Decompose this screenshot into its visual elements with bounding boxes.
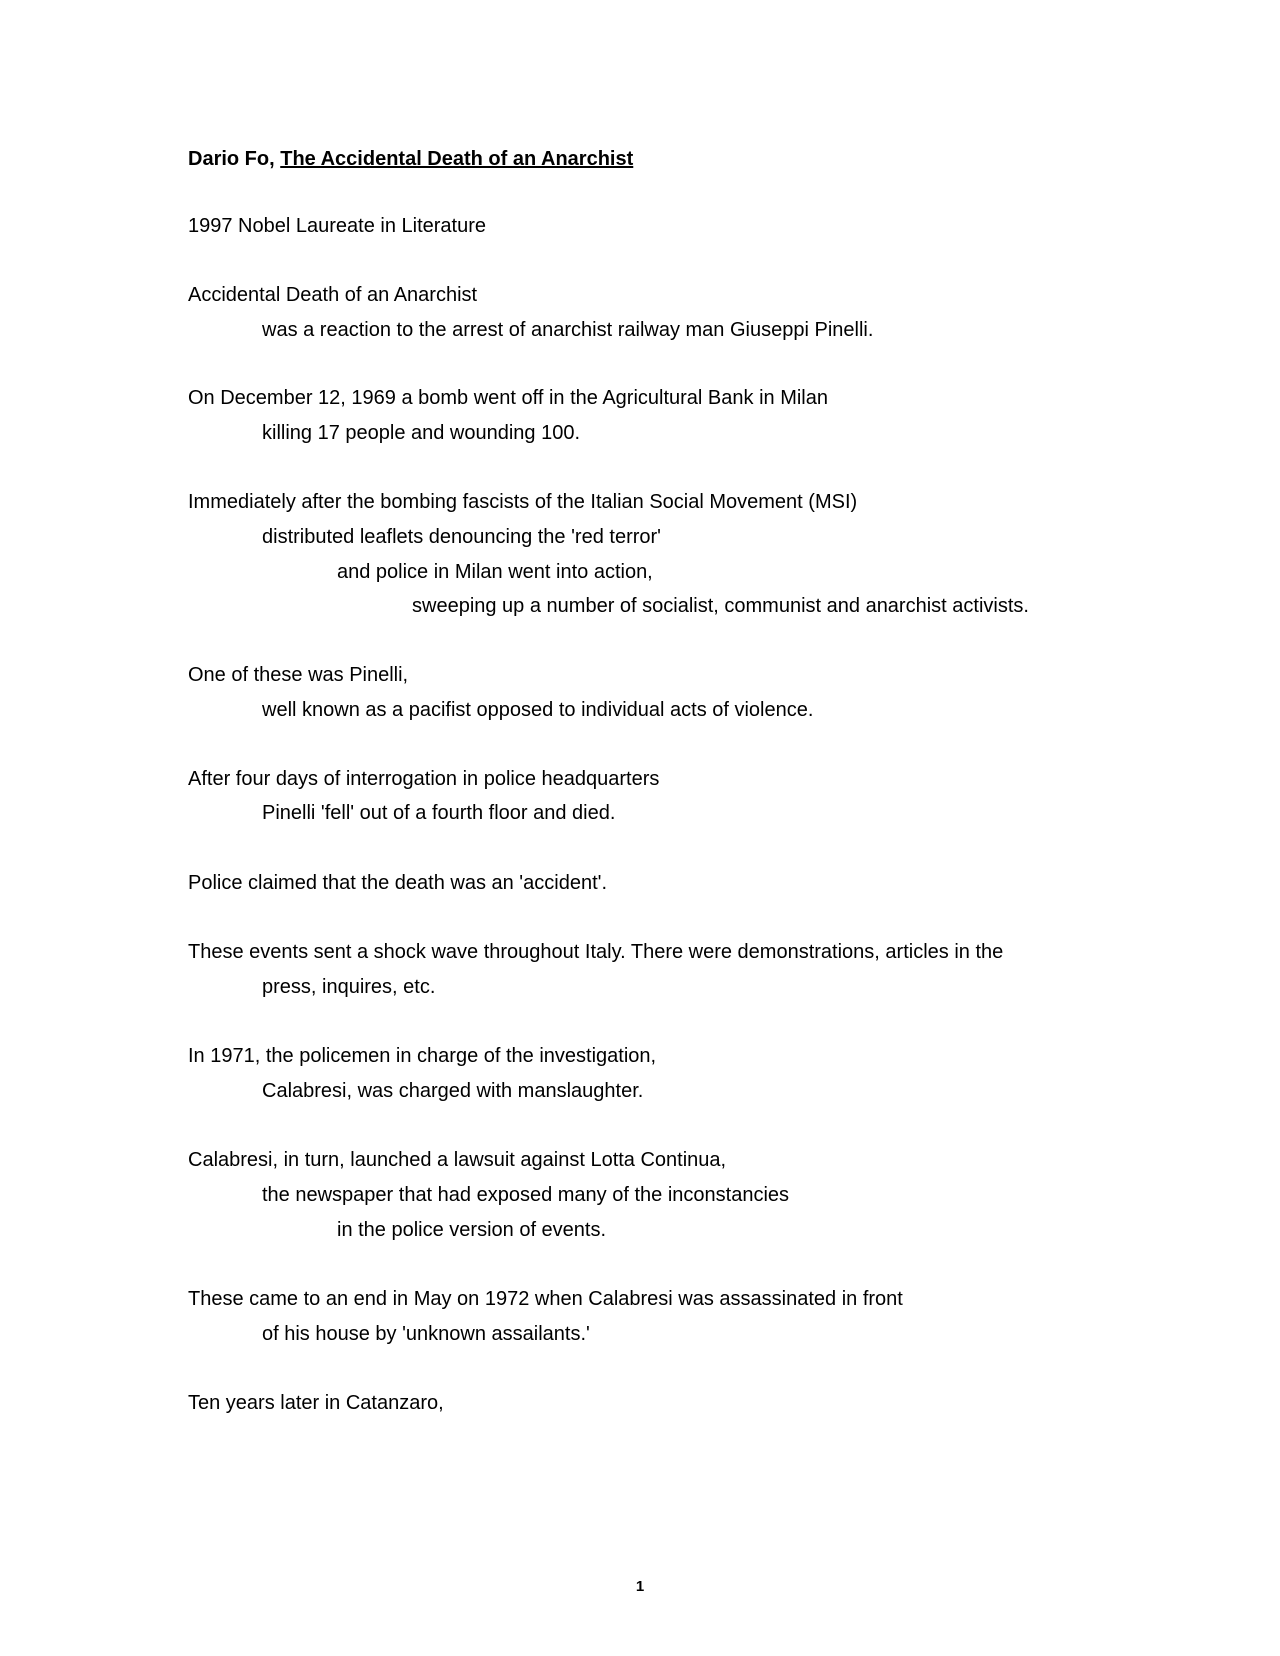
text-line: These events sent a shock wave throughout Italy. There were demonstrations, articles in the [188,941,1004,963]
text-line: Pinelli 'fell' out of a fourth floor and died. [262,802,616,824]
text-line: the newspaper that had exposed many of the inconstancies [262,1184,790,1206]
text-line: sweeping up a number of socialist, communist and anarchist activists. [412,595,1029,617]
text-line: In 1971, the policemen in charge of the investigation, [188,1045,657,1067]
text-line: of his house by 'unknown assailants.' [262,1323,590,1345]
text-line: Accidental Death of an Anarchist [188,284,478,306]
text-line: well known as a pacifist opposed to individual acts of violence. [262,699,814,721]
text-line: One of these was Pinelli, [188,664,409,686]
text-line: distributed leaflets denouncing the 'red terror' [262,526,661,548]
text-line: Ten years later in Catanzaro, [188,1392,444,1414]
text-line: killing 17 people and wounding 100. [262,422,581,444]
text-line: was a reaction to the arrest of anarchist railway man Giuseppi Pinelli. [262,319,874,341]
text-line: Police claimed that the death was an 'accident'. [188,872,607,894]
page-number: 1 [635,1578,645,1595]
text-line: After four days of interrogation in police headquarters [188,768,660,790]
text-line: and police in Milan went into action, [337,561,653,583]
text-line: press, inquires, etc. [262,976,436,998]
text-line: Immediately after the bombing fascists of the Italian Social Movement (MSI) [188,491,858,513]
document-title [188,148,633,171]
text-line: Calabresi, was charged with manslaughter. [262,1080,644,1102]
text-line: These came to an end in May on 1972 when Calabresi was assassinated in front [188,1288,903,1310]
text-line: On December 12, 1969 a bomb went off in the Agricultural Bank in Milan [188,387,828,409]
text-line: in the police version of events. [337,1219,607,1241]
text-line: Calabresi, in turn, launched a lawsuit against Lotta Continua, [188,1149,727,1171]
title-work: The Accidental Death of an Anarchist [280,148,634,170]
text-line: 1997 Nobel Laureate in Literature [188,215,486,237]
title-author: Dario Fo, [188,148,275,170]
